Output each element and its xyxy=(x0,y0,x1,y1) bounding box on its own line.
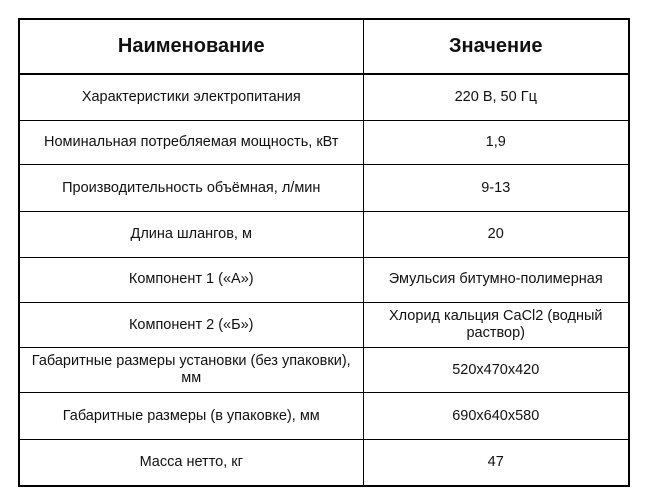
row-value: 20 xyxy=(363,211,629,257)
row-value: Хлорид кальция CaCl2 (водный раствор) xyxy=(363,303,629,348)
row-name: Габаритные размеры (в упаковке), мм xyxy=(19,393,363,439)
table-row xyxy=(19,348,629,393)
row-value: 47 xyxy=(363,439,629,486)
table-row xyxy=(19,121,629,165)
table-row xyxy=(19,393,629,439)
row-name: Характеристики электропитания xyxy=(19,74,363,121)
row-name: Компонент 1 («А») xyxy=(19,257,363,302)
table-row xyxy=(19,303,629,348)
table-header-row xyxy=(19,19,629,74)
row-name: Компонент 2 («Б») xyxy=(19,303,363,348)
table-row xyxy=(19,211,629,257)
row-name: Масса нетто, кг xyxy=(19,439,363,486)
row-value: Эмульсия битумно-полимерная xyxy=(363,257,629,302)
row-value: 9-13 xyxy=(363,165,629,211)
table-row xyxy=(19,439,629,486)
row-value: 520x470x420 xyxy=(363,348,629,393)
table-row xyxy=(19,257,629,302)
row-value: 690x640x580 xyxy=(363,393,629,439)
row-name: Габаритные размеры установки (без упаковки), мм xyxy=(19,348,363,393)
header-value: Значение xyxy=(363,19,629,74)
table-row xyxy=(19,165,629,211)
row-name: Производительность объёмная, л/мин xyxy=(19,165,363,211)
header-name: Наименование xyxy=(19,19,363,74)
table-row xyxy=(19,74,629,121)
row-value: 1,9 xyxy=(363,121,629,165)
row-name: Номинальная потребляемая мощность, кВт xyxy=(19,121,363,165)
specifications-table xyxy=(18,18,630,487)
row-name: Длина шлангов, м xyxy=(19,211,363,257)
row-value: 220 В, 50 Гц xyxy=(363,74,629,121)
